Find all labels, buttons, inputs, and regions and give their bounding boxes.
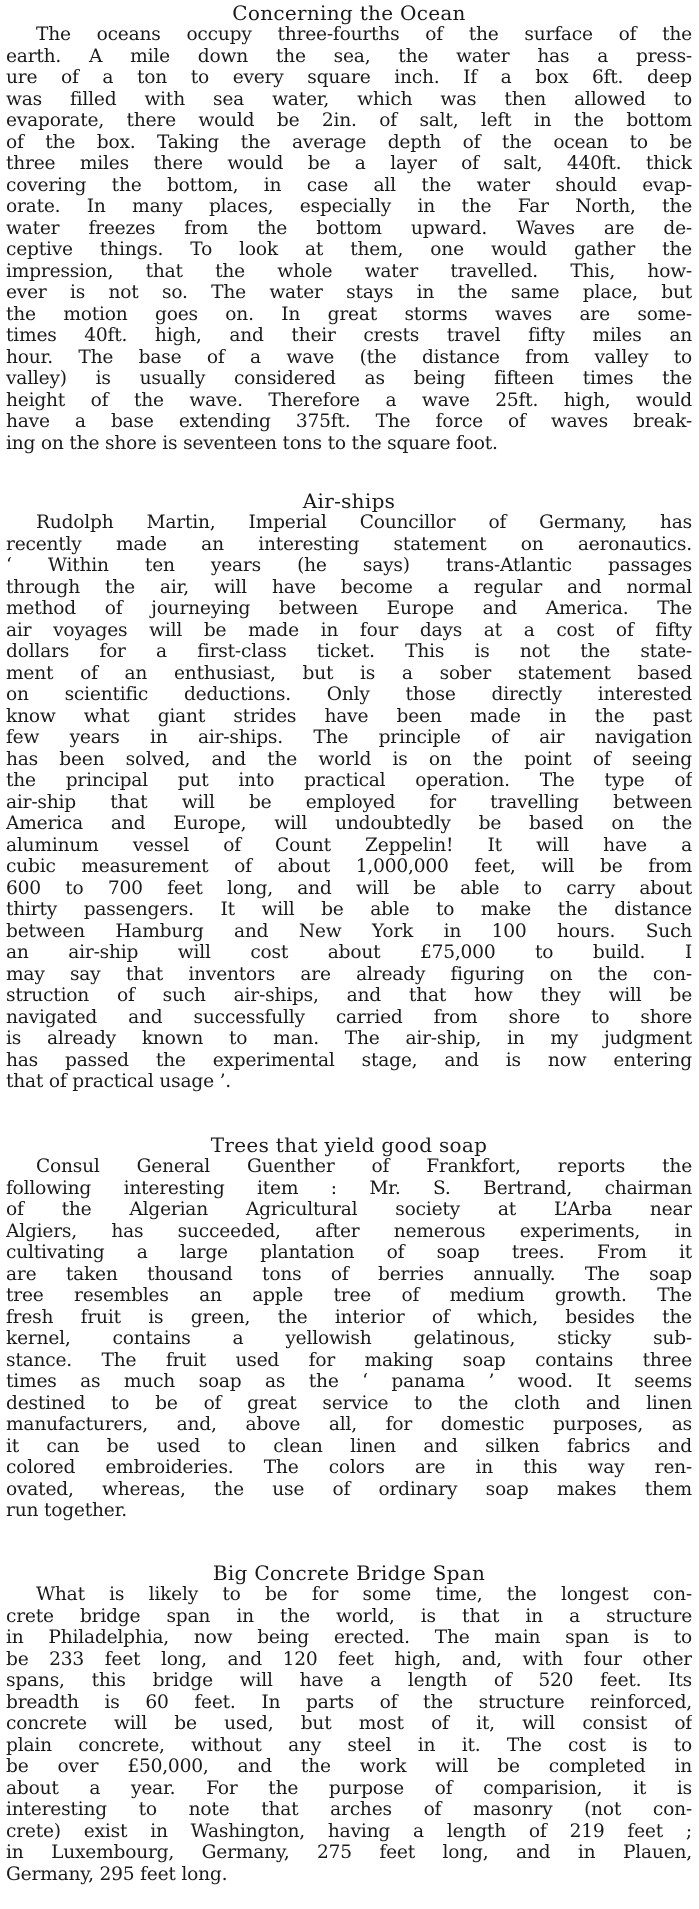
article-soap-trees [6, 1134, 692, 1522]
article-body [6, 512, 692, 1093]
article-title: Concerning the Ocean [232, 1, 466, 25]
article-title: Trees that yield good soap [210, 1133, 488, 1157]
text-line: times as much soap as the ‘ panama ’ wood. It seems [6, 1371, 692, 1392]
text-line: covering the bottom, in case all the water should evap- [6, 174, 692, 196]
text-line: following interesting item : Mr. S. Bertrand, chairman [6, 1177, 692, 1199]
text-line: run together. [6, 1500, 127, 1521]
text-line: between Hamburg and New York in 100 hours. Such [6, 920, 692, 942]
text-line: tree resembles an apple tree of medium growth. The [6, 1285, 692, 1306]
text-line: has passed the experimental stage, and is now entering [6, 1049, 692, 1071]
text-line: orate. In many places, especially in the Far North, the [6, 196, 692, 217]
text-line: crete bridge span in the world, is that in a structure [6, 1605, 692, 1627]
text-line: ing on the shore is seventeen tons to the square foot. [6, 432, 498, 454]
text-line: Germany, 295 feet long. [6, 1863, 228, 1885]
article-ocean [6, 2, 692, 454]
text-line: stance. The fruit used for making soap contains three [6, 1349, 692, 1371]
text-line: spans, this bridge will have a length of 520 feet. Its [6, 1670, 692, 1691]
text-line: America and Europe, will undoubtedly be based on the [6, 813, 692, 834]
text-line: aluminum vessel of Count Zeppelin! It will have a [6, 834, 692, 856]
text-line: Rudolph Martin, Imperial Councillor of Germany, has [36, 512, 692, 533]
text-line: impression, that the whole water travelled. This, how- [6, 260, 692, 282]
text-line: three miles there would be a layer of salt, 440ft. thick [6, 153, 692, 174]
text-line: struction of such air-ships, and that how they will be [6, 985, 692, 1006]
text-line: manufacturers, and, above all, for domestic purposes, as [6, 1414, 692, 1435]
text-line: height of the wave. Therefore a wave 25ft. high, would [6, 389, 692, 411]
text-line: the motion goes on. In great storms waves are some- [6, 303, 692, 325]
text-line: that of practical usage ’. [6, 1071, 232, 1092]
text-line: breadth is 60 feet. In parts of the structure reinforced, [6, 1691, 692, 1713]
text-line: times 40ft. high, and their crests travel fifty miles an [6, 325, 692, 346]
text-line: ure of a ton to every square inch. If a box 6ft. deep [6, 67, 692, 88]
text-line: valley) is usually considered as being fifteen times the [6, 368, 692, 389]
text-line: it can be used to clean linen and silken fabrics and [6, 1435, 692, 1457]
text-line: be 233 feet long, and 120 feet high, and, with four other [6, 1648, 692, 1670]
text-line: has been solved, and the world is on the point of seeing [6, 748, 692, 770]
text-line: are taken thousand tons of berries annually. The soap [6, 1263, 692, 1285]
text-line: hour. The base of a wave (the distance from valley to [6, 346, 692, 368]
article-concrete-bridge [6, 1562, 692, 1885]
text-line: few years in air-ships. The principle of air navigation [6, 727, 692, 748]
text-line: have a base extending 375ft. The force of waves break- [6, 411, 692, 432]
text-line: be over £50,000, and the work will be completed in [6, 1756, 692, 1777]
text-line: earth. A mile down the sea, the water has a press- [6, 45, 692, 67]
text-line: about a year. For the purpose of comparision, it is [6, 1777, 692, 1799]
text-line: ment of an enthusiast, but is a sober statement based [6, 662, 692, 684]
text-line: in Philadelphia, now being erected. The main span is to [6, 1627, 692, 1648]
text-line: The oceans occupy three-fourths of the surface of the [36, 24, 692, 45]
text-line: in Luxembourg, Germany, 275 feet long, and in Plauen, [6, 1842, 692, 1863]
text-line: kernel, contains a yellowish gelatinous, sticky sub- [6, 1328, 692, 1349]
text-line: method of journeying between Europe and America. The [6, 598, 692, 619]
text-line: concrete will be used, but most of it, will consist of [6, 1713, 692, 1734]
text-line: Algiers, has succeeded, after nemerous experiments, in [6, 1220, 692, 1242]
text-line: thirty passengers. It will be able to make the distance [6, 899, 692, 920]
article-body [6, 24, 692, 454]
text-line: through the air, will have become a regular and normal [6, 576, 692, 598]
text-line: water freezes from the bottom upward. Waves are de- [6, 217, 692, 239]
text-line: of the box. Taking the average depth of the ocean to be [6, 131, 692, 153]
text-line: on scientific deductions. Only those directly interested [6, 684, 692, 705]
text-line: was filled with sea water, which was then allowed to [6, 88, 692, 110]
text-line: air-ship that will be employed for travelling between [6, 791, 692, 813]
text-line: cubic measurement of about 1,000,000 feet, will be from [6, 856, 692, 877]
article-body [6, 1156, 692, 1522]
text-line: may say that inventors are already figuring on the con- [6, 963, 692, 985]
text-line: know what giant strides have been made in the past [6, 705, 692, 727]
text-line: air voyages will be made in four days at a cost of fifty [6, 619, 692, 641]
text-line: interesting to note that arches of masonry (not con- [6, 1799, 692, 1820]
text-line: Consul General Guenther of Frankfort, reports the [36, 1156, 692, 1177]
text-line: What is likely to be for some time, the longest con- [36, 1584, 692, 1605]
text-line: the principal put into practical operation. The type of [6, 770, 692, 791]
text-line: ceptive things. To look at them, one would gather the [6, 239, 692, 260]
text-line: 600 to 700 feet long, and will be able to carry about [6, 877, 692, 899]
text-line: of the Algerian Agricultural society at L’Arba near [6, 1199, 692, 1220]
article-airships [6, 490, 692, 1093]
article-title: Air-ships [302, 489, 396, 513]
text-line: crete) exist in Washington, having a length of 219 feet ; [6, 1820, 692, 1842]
article-body [6, 1584, 692, 1885]
text-line: colored embroideries. The colors are in this way ren- [6, 1457, 692, 1478]
text-line: ‘ Within ten years (he says) trans-Atlantic passages [6, 555, 692, 576]
text-line: evaporate, there would be 2in. of salt, left in the bottom [6, 110, 692, 131]
text-line: is already known to man. The air-ship, in my judgment [6, 1028, 692, 1049]
text-line: an air-ship will cost about £75,000 to build. I [6, 942, 692, 963]
text-line: dollars for a first-class ticket. This is not the state- [6, 641, 692, 662]
text-line: cultivating a large plantation of soap trees. From it [6, 1242, 692, 1263]
text-line: recently made an interesting statement on aeronautics. [6, 533, 692, 555]
text-line: navigated and successfully carried from shore to shore [6, 1006, 692, 1028]
article-title: Big Concrete Bridge Span [212, 1561, 486, 1585]
text-line: fresh fruit is green, the interior of which, besides the [6, 1306, 692, 1328]
text-line: ever is not so. The water stays in the same place, but [6, 282, 692, 303]
text-line: destined to be of great service to the cloth and linen [6, 1392, 692, 1414]
text-line: plain concrete, without any steel in it. The cost is to [6, 1734, 692, 1756]
text-line: ovated, whereas, the use of ordinary soap makes them [6, 1478, 692, 1500]
